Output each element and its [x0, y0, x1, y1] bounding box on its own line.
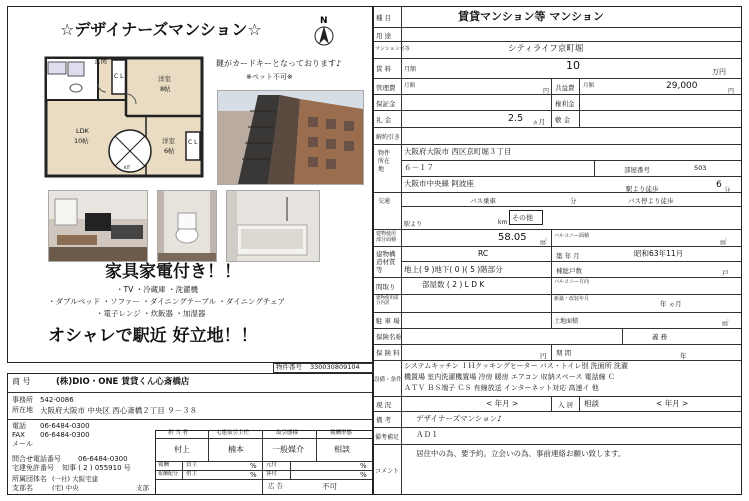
fee-client: 客付: [266, 471, 278, 477]
reikin-unit: ヵ月: [532, 118, 545, 126]
mgmt-label: 管理費: [376, 84, 396, 92]
license-label: 宅建免許番号: [12, 464, 54, 472]
deposit-label: 保証金: [376, 100, 396, 108]
status-label: 現 況: [376, 401, 392, 409]
ad-value: 不可: [322, 482, 337, 491]
floor-plan: [38, 54, 210, 180]
ad-label: 広 告: [268, 482, 284, 490]
trade-name: (株)DIO・ONE 賃貸くん心斎橋店: [56, 377, 190, 387]
reno-unit: 年 ヵ月: [660, 300, 682, 308]
parking-label: 駐 車 場: [376, 317, 400, 325]
structure-value: RC: [478, 249, 489, 258]
insurance-fee-label: 保 険 料: [376, 349, 400, 357]
room-no-label: 部屋番号: [624, 166, 650, 174]
bus-stop-label: バス停より徒歩: [628, 197, 674, 205]
rent-sub: 月額: [404, 66, 417, 73]
room1-size: 8帖: [160, 85, 171, 93]
layout-label: 間取り: [376, 283, 396, 291]
tel-label: 電話: [12, 422, 26, 430]
equipment-line-3: ＡＴＶ ＢＳ端子 ＣＳ 有線放送 インターネット対応 高速イ 他: [404, 384, 599, 392]
interior-photo-bath: [226, 190, 320, 262]
common-unit: 円: [728, 88, 735, 95]
company-assoc: (一社) 大阪宅建: [52, 475, 99, 483]
walk-value: 6: [716, 180, 722, 190]
balcony-dir-label: バルコニー方向: [554, 279, 590, 285]
company-fax: 06-6484-0300: [40, 431, 90, 439]
trade-label: 商 号: [12, 377, 31, 386]
assoc-label: 所属団体名: [12, 475, 47, 483]
area-detail-label: 建物使用部分内訳: [376, 296, 399, 306]
structure-label: 建物構造材質等: [376, 250, 396, 274]
company-contact: 06-6484-0300: [78, 455, 128, 463]
staff-fee: 相談: [334, 445, 350, 454]
remarks2-label: 備考補足: [375, 434, 400, 441]
office-label: 事務所: [12, 396, 33, 404]
reikin-value: 2.5: [508, 113, 524, 124]
transport-label: 交通: [378, 198, 391, 205]
bus-label: バス乗車: [470, 197, 496, 205]
area-unit: ㎡: [540, 238, 547, 246]
address-line-1: 大阪府大阪市 西区京町堀３丁目: [404, 147, 512, 156]
remarks-label: 備 考: [376, 416, 392, 424]
station-from-label: 駅より: [404, 221, 423, 228]
location-label: 物件所在地: [378, 150, 391, 173]
shikikin-label: 敷 金: [555, 116, 571, 124]
balcony-label: バルコニー面積: [554, 233, 590, 239]
property-number-label: 物件番号: [276, 363, 302, 371]
walk-unit: 分: [724, 186, 731, 194]
remarks2-value: ＡＤ１: [416, 430, 439, 439]
fee-tenant-pct: %: [250, 471, 257, 479]
key-money-label: 権利金: [555, 100, 575, 108]
comment-value: 居住中の為、要予約。立会いの為、事前連絡お願い致します。: [416, 449, 626, 458]
closet-label: C L: [114, 73, 124, 80]
company-license: 知事 ( 2 ) 055910 号: [62, 464, 131, 472]
fee-owner: 貸主: [186, 462, 198, 468]
reno-label: 新築・改装年月: [554, 296, 590, 302]
move-year: < 年月 >: [656, 399, 689, 408]
common-sub: 月額: [583, 83, 595, 89]
units-label: 棟総戸数: [556, 267, 582, 275]
svg-text:N: N: [320, 16, 328, 26]
units-unit: 戸: [722, 269, 729, 277]
company-tel: 06-6484-0300: [40, 422, 90, 430]
insurance-label: 保険名称: [376, 333, 402, 341]
move-label: 入 居: [558, 401, 574, 409]
line-station: 大阪市中央線 阿波座: [404, 179, 474, 188]
office-postal: 542-0086: [40, 396, 74, 404]
usage-label: 用 途: [376, 32, 392, 40]
fee-tenant: 借主: [186, 471, 198, 477]
category-value: 賃貸マンション等 マンション: [458, 10, 604, 23]
rent-value: 10: [566, 59, 580, 72]
item-line-2: ・ダブルベッド ・ソファー ・ダイニングテーブル ・ダイニングチェア: [48, 297, 286, 306]
km-unit: km: [498, 219, 508, 226]
contact-label: 問合せ電話番号: [12, 455, 61, 463]
staff-header-4: 報酬形態: [330, 430, 353, 436]
common-value: 29,000: [666, 81, 698, 91]
item-line-1: ・TV ・冷蔵庫 ・洗濯機: [116, 285, 198, 294]
bus-min: 分: [570, 197, 577, 205]
fee-split-label: 報酬配分: [158, 471, 179, 477]
area-value: 58.05: [498, 232, 527, 243]
headline-station: オシャレで駅近 好立地！！: [48, 326, 258, 346]
property-number: 330030809104: [310, 363, 360, 371]
staff-type: 一般媒介: [272, 445, 304, 454]
duty-label: 義 務: [652, 333, 668, 341]
period-unit: 年: [680, 352, 687, 360]
staff-licensed: 楠本: [228, 445, 244, 454]
property-name: シティライフ京町堀: [508, 44, 584, 54]
building-exterior-photo: [217, 90, 364, 185]
room1-label: 洋室: [158, 75, 171, 83]
mgmt-unit: 円: [543, 88, 550, 95]
staff-person: 村上: [174, 445, 190, 454]
mail-label: メール: [12, 440, 33, 448]
ldk-label: LDK: [76, 127, 89, 135]
area-label: 建物使用部分面積: [376, 231, 397, 243]
headline-furnished: 家具家電付き！！: [105, 262, 241, 282]
address-label: 所在地: [12, 406, 33, 414]
staff-header-1: 担 当 者: [168, 430, 188, 436]
interior-photo-toilet: [157, 190, 217, 262]
land-area-unit: ㎡: [722, 319, 729, 327]
balcony-unit: ㎡: [720, 238, 727, 246]
layout-value: 部屋数 ( 2 ) L D K: [422, 280, 485, 289]
common-label: 共益費: [555, 84, 575, 92]
category-label: 種 目: [376, 14, 392, 22]
key-note: 鍵がカードキーとなっております♪: [216, 59, 342, 68]
branch-label: 支部名: [12, 484, 33, 492]
company-address: 大阪府大阪市 中央区 西心斎橋２丁目 ９－３８: [40, 406, 198, 415]
fee-origin: 元付: [266, 462, 278, 468]
fee-owner-pct: %: [250, 462, 257, 470]
flyer-title: ☆デザイナーズマンション☆: [60, 20, 262, 39]
kaiyaku-label: 解約引き: [376, 134, 401, 141]
company-branch: (宅) 中央: [52, 484, 79, 492]
branch-suffix: 支部: [136, 484, 149, 492]
equipment-label: 設備・条件: [374, 377, 402, 383]
move-value: 相談: [584, 399, 599, 408]
comment-label: コメント: [375, 468, 400, 475]
fee-label: 報酬: [158, 462, 170, 468]
room2-label: 洋室: [162, 137, 175, 145]
item-line-3: ・電子レンジ ・炊飯器 ・加湿器: [96, 309, 206, 318]
walk-label: 駅より徒歩: [626, 185, 659, 193]
floors-value: 地上( 9 )地下( 0 )( 5 )階部分: [404, 265, 503, 274]
north-arrow-icon: [313, 14, 335, 48]
genkan-label: 玄関: [94, 57, 107, 65]
closet2-label: C L: [188, 139, 198, 146]
status-year: < 年月 >: [486, 399, 519, 408]
name-label: マンション名等: [375, 46, 410, 52]
address-line-2: ６－１７: [404, 163, 434, 172]
equipment-line-1: システムキッチン ＩＨクッキングヒーター バス・トイレ別 洗面所 洗濯: [404, 362, 628, 370]
mgmt-sub: 月額: [404, 83, 416, 89]
fee-origin-pct: %: [360, 462, 367, 470]
built-value: 昭和63年11月: [634, 249, 684, 258]
staff-header-2: 宅建取引主任: [216, 430, 250, 436]
rent-label: 賃 料: [376, 65, 392, 73]
built-label: 築 年 月: [556, 252, 580, 260]
land-area-label: 土地面積: [554, 318, 579, 325]
room-no: 503: [694, 164, 707, 172]
reikin-label: 礼 金: [376, 116, 392, 124]
fee-client-pct: %: [360, 471, 367, 479]
interior-photo-living: [48, 190, 148, 262]
fax-label: FAX: [12, 431, 25, 439]
period-label: 期 間: [556, 349, 572, 357]
staff-header-3: 取引態様: [276, 430, 299, 436]
other-label: その他: [512, 214, 533, 222]
kitchen-label: KIT: [124, 165, 131, 170]
equipment-line-2: 機置場 室内洗濯機置場 冷房 暖房 エアコン 収納スペース 電話線 Ｃ: [404, 373, 615, 381]
room2-size: 6帖: [164, 147, 175, 155]
ldk-size: 10帖: [74, 137, 89, 145]
insurance-unit: 円: [540, 352, 547, 360]
rent-unit: 万円: [712, 68, 726, 76]
pet-note: ※ペット不可※: [246, 73, 293, 81]
remarks-value: デザイナーズマンション♪: [416, 414, 502, 423]
